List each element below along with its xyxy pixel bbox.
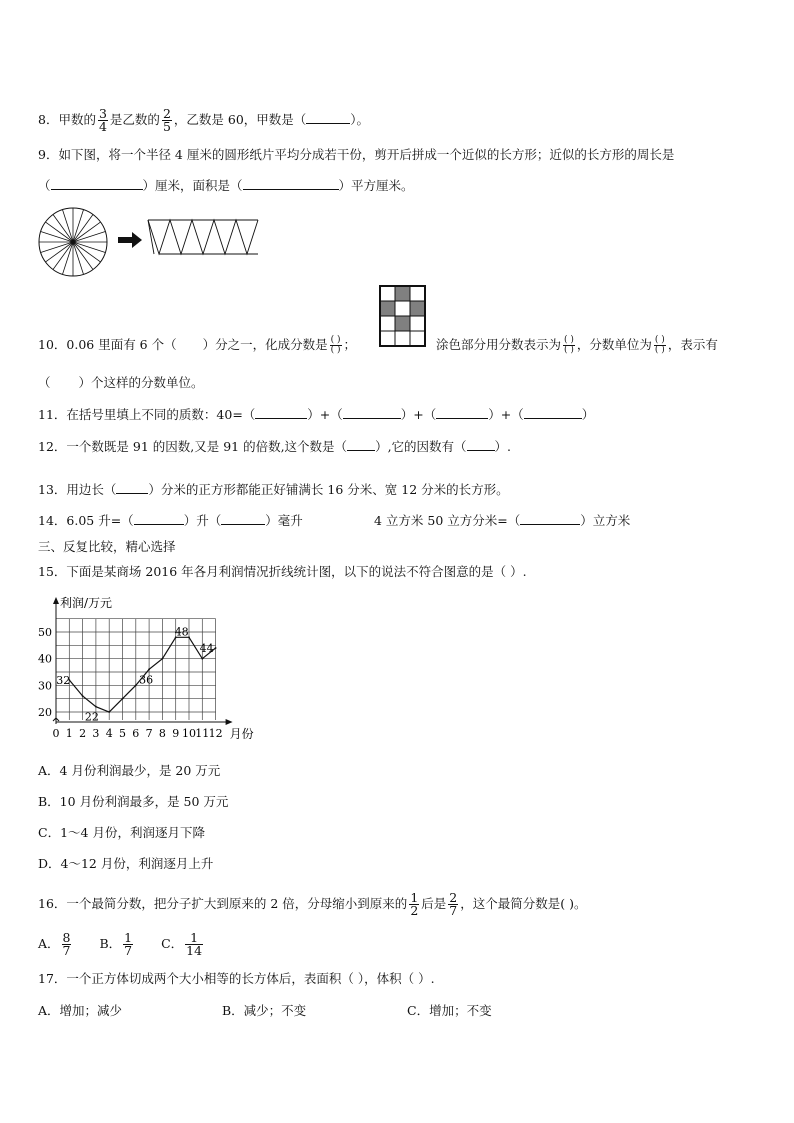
answer-blank[interactable] xyxy=(116,481,148,494)
fraction-blank[interactable]: $\frac{( )}{( )}$ xyxy=(564,335,574,355)
question-16: 16．一个最简分数，把分子扩大到原来的 2 倍，分母缩小到原来的 $\frac{1}{2}$ 后是 $\frac{2}{7}$ ，这个最简分数是( )。 xyxy=(38,890,587,918)
option-a[interactable]: A． $\frac{8}{7}$ xyxy=(38,930,71,958)
circle-to-rectangle-figure xyxy=(36,205,276,285)
question-12: 12．一个数既是 91 的因数,又是 91 的倍数,这个数是（ ）,它的因数有（ ）. xyxy=(38,439,512,454)
option-d[interactable]: D．4～12 月份，利润逐月上升 xyxy=(38,856,214,871)
x-tick-label: 12 xyxy=(208,727,223,740)
data-label: 44 xyxy=(199,642,214,655)
question-16-options xyxy=(38,932,205,957)
question-11: 11．在括号里填上不同的质数：40=（ ）+（ ）+（ ）+（ ） xyxy=(38,407,595,422)
option-b[interactable]: B．减少；不变 xyxy=(222,1003,307,1018)
profit-line-chart xyxy=(30,592,300,747)
shaded-grid-figure xyxy=(379,285,429,349)
fraction-blank[interactable]: $\frac{( )}{( )}$ xyxy=(654,335,665,355)
y-tick-label: 20 xyxy=(38,706,52,719)
shaded-cell xyxy=(395,316,410,331)
y-tick-label: 40 xyxy=(38,652,52,666)
answer-blank[interactable] xyxy=(51,177,143,190)
grid-cell xyxy=(410,286,425,301)
divided-circle xyxy=(39,208,107,276)
grid-cell xyxy=(380,286,395,301)
option-c[interactable]: C．增加；不变 xyxy=(407,1003,492,1018)
data-point xyxy=(122,698,124,700)
center-dot xyxy=(71,240,75,244)
question-10: 10．0.06 里面有 6 个（ ）分之一，化成分数是 $\frac{( )}{( )}$ ； xyxy=(38,335,357,355)
x-tick-label: 1 xyxy=(65,727,73,740)
answer-blank[interactable] xyxy=(306,111,350,124)
question-17: 17．一个正方体切成两个大小相等的长方体后，表面积（ ），体积（ ）. xyxy=(38,971,435,986)
y-tick-label: 30 xyxy=(38,679,52,693)
answer-blank[interactable] xyxy=(347,438,375,451)
x-tick-label: 2 xyxy=(79,727,87,740)
x-tick-label: 6 xyxy=(132,727,140,740)
arrow-icon xyxy=(118,232,142,248)
option-c[interactable]: C． $\frac{1}{14}$ xyxy=(161,930,203,958)
option-b[interactable]: B． $\frac{1}{7}$ xyxy=(99,930,133,958)
question-15: 15．下面是某商场 2016 年各月利润情况折线统计图，以下的说法不符合图意的是（ ）. xyxy=(38,564,527,579)
data-label: 32 xyxy=(56,674,71,687)
answer-blank[interactable] xyxy=(221,512,265,525)
data-point xyxy=(148,668,150,670)
x-tick-label: 3 xyxy=(92,727,100,740)
grid-cell xyxy=(380,316,395,331)
x-tick-label: 4 xyxy=(105,727,113,740)
option-c[interactable]: C．1～4 月份，利润逐月下降 xyxy=(38,825,205,840)
shaded-cell xyxy=(380,301,395,316)
fraction: $\frac{1}{2}$ xyxy=(410,890,419,918)
data-label: 36 xyxy=(139,673,154,687)
answer-blank[interactable] xyxy=(467,438,495,451)
fraction: $\frac{2}{5}$ xyxy=(162,106,171,134)
answer-blank[interactable] xyxy=(134,512,184,525)
answer-blank[interactable] xyxy=(255,406,307,419)
zigzag xyxy=(148,220,258,254)
data-label: 48 xyxy=(174,625,189,639)
x-tick-label: 0 xyxy=(52,727,60,740)
answer-blank[interactable] xyxy=(343,406,401,419)
answer-blank[interactable] xyxy=(243,177,339,190)
fraction: $\frac{2}{7}$ xyxy=(449,890,458,918)
question-10-line2: （ ）个这样的分数单位。 xyxy=(38,375,204,390)
y-axis-label: 利润/万元 xyxy=(60,596,113,610)
answer-blank[interactable] xyxy=(436,406,488,419)
shaded-cell xyxy=(410,301,425,316)
x-tick-label: 5 xyxy=(119,727,126,740)
x-axis-arrow xyxy=(226,719,233,725)
answer-blank[interactable] xyxy=(524,406,582,419)
data-point xyxy=(108,711,110,713)
x-tick-label: 9 xyxy=(172,727,180,740)
section-heading: 三、反复比较，精心选择 xyxy=(38,539,176,554)
approx-rectangle xyxy=(148,220,258,254)
data-point xyxy=(95,706,97,708)
data-point xyxy=(82,695,84,697)
x-axis-label: 月份 xyxy=(229,727,254,741)
data-point xyxy=(201,658,203,660)
question-9: 9．如下图，将一个半径 4 厘米的圆形纸片平均分成若干份，剪开后拼成一个近似的长方形；近似的长方形的周长是 xyxy=(38,147,675,162)
data-label: 22 xyxy=(84,710,99,724)
question-8: 8．甲数的 $\frac{3}{4}$ 是乙数的 $\frac{2}{5}$ ，乙数是 60，甲数是（ ）。 xyxy=(38,106,370,134)
data-point xyxy=(215,647,217,649)
data-point xyxy=(162,658,164,660)
data-point xyxy=(135,684,137,686)
x-tick-label: 8 xyxy=(158,727,166,740)
shaded-cell xyxy=(395,286,410,301)
grid-cell xyxy=(410,316,425,331)
fraction: $\frac{3}{4}$ xyxy=(98,106,107,134)
x-tick-label: 10 xyxy=(182,727,196,740)
x-tick-label: 11 xyxy=(195,727,210,740)
grid-cell xyxy=(395,331,410,346)
x-tick-label: 7 xyxy=(145,727,153,740)
y-axis-arrow xyxy=(53,597,59,604)
question-10-continued: 涂色部分用分数表示为 $\frac{( )}{( )}$ ，分数单位为 $\frac{( )}{( )}$ ，表示有 xyxy=(436,335,718,355)
y-tick-label: 50 xyxy=(38,626,52,639)
option-b[interactable]: B．10 月份利润最多，是 50 万元 xyxy=(38,794,229,809)
fraction-blank[interactable]: $\frac{( )}{( )}$ xyxy=(330,335,341,355)
question-14: 14．6.05 升=（ ）升（ ）毫升 xyxy=(38,513,303,528)
option-a[interactable]: A．增加；减少 xyxy=(38,1003,123,1018)
grid-cell xyxy=(395,301,410,316)
grid-cell xyxy=(380,331,395,346)
question-14-part2: 4 立方米 50 立方分米=（ ）立方米 xyxy=(374,513,631,528)
option-a[interactable]: A．4 月份利润最少，是 20 万元 xyxy=(38,763,221,778)
question-9-line2: （ ）厘米，面积是（ ）平方厘米。 xyxy=(38,178,414,193)
answer-blank[interactable] xyxy=(520,512,580,525)
grid-cell xyxy=(410,331,425,346)
question-13: 13．用边长（ ）分米的正方形都能正好铺满长 16 分米、宽 12 分米的长方形。 xyxy=(38,482,509,497)
